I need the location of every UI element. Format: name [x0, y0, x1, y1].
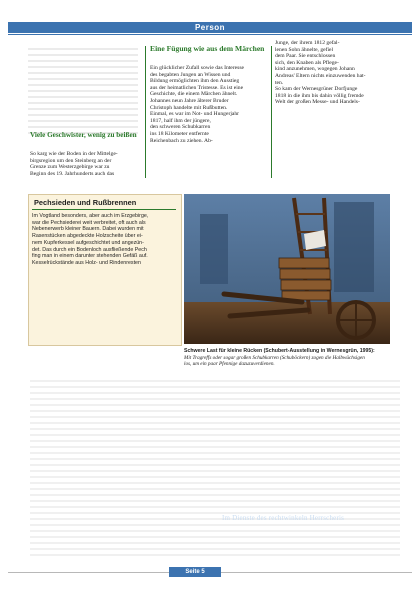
header-divider — [8, 34, 412, 35]
sidebar-title: Pechsieden und Rußbrennen — [34, 198, 137, 207]
sidebar-divider — [32, 209, 176, 210]
faded-caption: Im Dienste des rechtwinkeln Herrscheris — [222, 514, 345, 522]
exhibit-photo — [184, 194, 390, 344]
faded-text-block — [28, 48, 138, 136]
section-title: Person — [194, 23, 226, 32]
photo-caption-text: Mit Tragreffs oder sogar großen Schubkarren (Schuböckern) zogen die Halbwüchsigen los, um ein paar Pfennige dazuzuverdienen. — [184, 355, 365, 368]
article-subheading: Viele Geschwister, wenig zu beißen — [30, 131, 137, 139]
faded-text-area — [30, 380, 400, 560]
photo-caption-title: Schwere Last für kleine Rücken (Schubert-Ausstellung in Wernesgrün, 1995): — [184, 348, 375, 354]
sidebar-text: Im Vogtland besonders, aber auch im Erzgebirge, war die Pechsiederei weit verbreitet, oft auch als Nebenerwerb kleiner Bauern. Dabei wurden mit Rasenstücken abgedeckte Holzscheite über ei- nem Kupferkessel aufgeschichtet und angezün- det. Das durch ein Bodenloch ausfließende Pech fing man in einem darunter stehenden Gefäß auf. Kesselrückstände aus Holz- und Rindenresten — [32, 213, 149, 266]
article-column-middle: Ein glücklicher Zufall sowie das Interesse des begabten Jungen an Wissen und Bildung ermöglichten ihm den Ausstieg aus der heimatlichen Tristesse. Es ist eine Geschichte, die einem Märchen ähnelt. Johannes neun Jahre älterer Bruder Christoph handelte mit Rußbutten. Einmal, es war im Not- und Hungerjahr 1817, half ihm der jüngere, den schweren Schubkarren ins 18 Kilometer entfernte Reichenbach zu ziehen. Ab- — [150, 65, 244, 144]
article-column-left: So karg wie der Boden in der Mittelge- birgsregion um den Steinberg an der Grenze zum Westerzgebirge war zu Beginn des 19. Jahrhunderts auch das — [30, 151, 118, 177]
article-column-right: Junge, der ihrem 1812 gefal- lenen Sohn ähnelte, gefiel dem Paar. Sie entschlossen sich, den Knaben als Pflege- kind anzunehmen, wogegen Johann Andreas' Eltern nichts einzuwenden hat- ten. So kam der Wernesgrüner Dorfjunge 1818 in die ihm bis dahin völlig fremde Welt der großen Messe- und Handels- — [275, 40, 366, 106]
article-heading: Eine Fügung wie aus dem Märchen — [150, 44, 265, 53]
page-number: Seite 5 — [185, 569, 205, 575]
column-rule-right — [271, 46, 272, 178]
column-rule-left — [145, 46, 146, 178]
